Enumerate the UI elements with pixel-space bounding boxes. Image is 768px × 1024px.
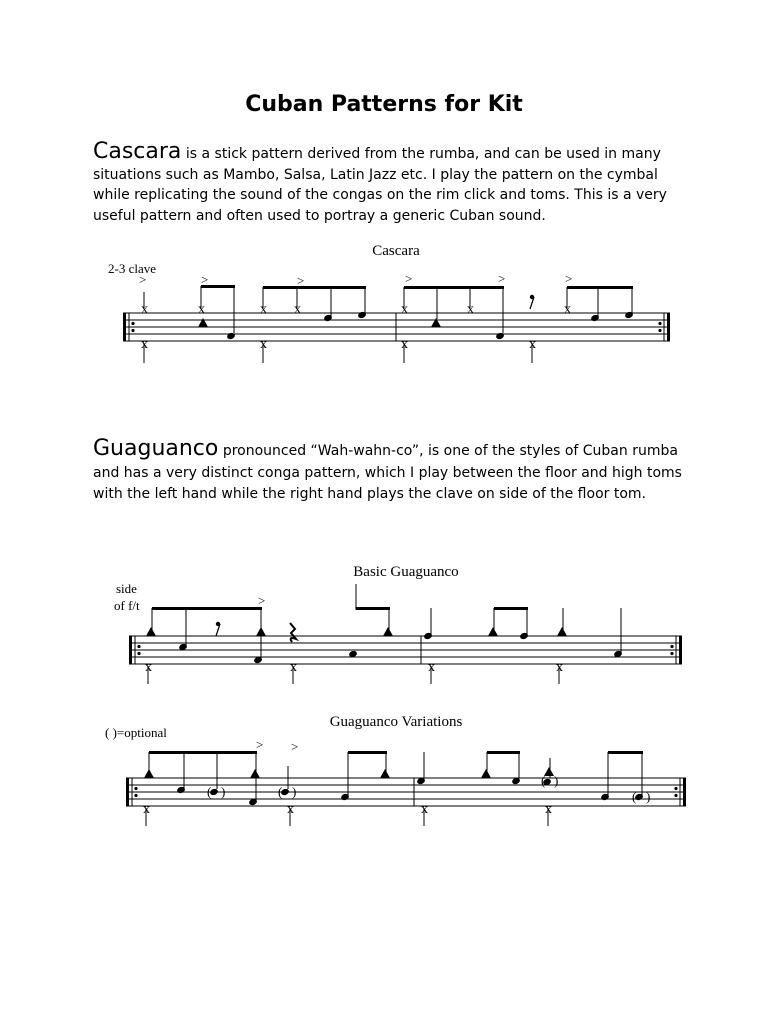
basic-staff <box>129 636 682 664</box>
cascara-accents <box>139 271 572 288</box>
basic-guaguanco-score <box>108 556 704 688</box>
guaguanco-variations-score <box>100 706 706 836</box>
svg-text:x: x <box>401 337 408 352</box>
guaguanco-description: pronounced “Wah-wahn-co”, is one of the styles of Cuban rumba and has a very distinct conga pattern, which I play between the floor and high toms with the left hand while the right hand plays the clave on side of the floor tom. <box>93 443 682 502</box>
cascara-caption: Cascara <box>372 243 420 259</box>
page-title: Cuban Patterns for Kit <box>245 92 523 117</box>
svg-text:>: > <box>139 272 147 287</box>
cascara-cross-heads <box>141 302 571 317</box>
svg-text:): ) <box>646 789 651 804</box>
svg-text:x: x <box>260 302 267 317</box>
guaguanco-term: Guaguanco <box>93 436 219 461</box>
basic-accents <box>258 593 265 608</box>
svg-text:x: x <box>428 660 435 675</box>
svg-text:>: > <box>258 593 266 608</box>
svg-text:>: > <box>405 271 413 286</box>
basic-quarter-rest <box>290 623 296 642</box>
variations-caption: Guaguanco Variations <box>329 714 463 730</box>
svg-text:>: > <box>291 739 299 754</box>
cascara-paragraph <box>93 139 683 226</box>
svg-text:x: x <box>421 802 428 817</box>
cascara-cymbal-notes <box>144 286 632 333</box>
svg-text:>: > <box>498 271 506 286</box>
svg-text:>: > <box>297 273 305 288</box>
svg-text:x: x <box>287 802 294 817</box>
svg-text:x: x <box>145 660 152 675</box>
guaguanco-paragraph <box>93 438 683 506</box>
basic-guaguanco-caption: Basic Guaguanco <box>353 564 459 580</box>
svg-text:(: ( <box>541 773 546 788</box>
svg-text:x: x <box>401 302 408 317</box>
svg-text:x: x <box>556 660 563 675</box>
svg-text:x: x <box>294 302 301 317</box>
svg-text:>: > <box>565 271 573 286</box>
cascara-term: Cascara <box>93 139 182 164</box>
svg-text:>: > <box>201 272 209 287</box>
basic-annotation-line2: of f/t <box>114 598 140 613</box>
cascara-rest <box>530 295 534 309</box>
cascara-annotation: 2-3 clave <box>108 261 157 276</box>
basic-eighth-rest <box>216 622 220 636</box>
svg-text:x: x <box>290 660 297 675</box>
svg-text:x: x <box>564 302 571 317</box>
cascara-description: is a stick pattern derived from the rumba, and can be used in many situations such as Mambo, Salsa, Latin Jazz etc. I play the pattern on the cymbal while replicating the sound of the congas on the rim click and toms. This is a very useful pattern and often used to portray a generic Cuban sound. <box>93 146 667 224</box>
svg-text:x: x <box>545 802 552 817</box>
svg-text:x: x <box>143 802 150 817</box>
variations-beams <box>149 751 643 754</box>
svg-text:x: x <box>198 302 205 317</box>
svg-text:): ) <box>221 784 226 799</box>
basic-beams <box>152 607 528 610</box>
svg-text:(: ( <box>632 789 637 804</box>
svg-text:(: ( <box>278 784 283 799</box>
basic-stems <box>152 584 621 658</box>
svg-text:x: x <box>141 337 148 352</box>
svg-text:): ) <box>554 773 559 788</box>
svg-text:): ) <box>292 784 297 799</box>
svg-text:x: x <box>467 302 474 317</box>
svg-text:(: ( <box>207 784 212 799</box>
basic-annotation-line1: side <box>116 581 137 596</box>
svg-text:x: x <box>529 337 536 352</box>
variations-annotation: ( )=optional <box>105 725 167 740</box>
variations-note-heads <box>144 767 644 806</box>
svg-text:x: x <box>141 302 148 317</box>
variations-accents <box>256 737 298 754</box>
cascara-score <box>98 238 708 370</box>
svg-text:>: > <box>256 737 264 752</box>
svg-text:x: x <box>260 337 267 352</box>
